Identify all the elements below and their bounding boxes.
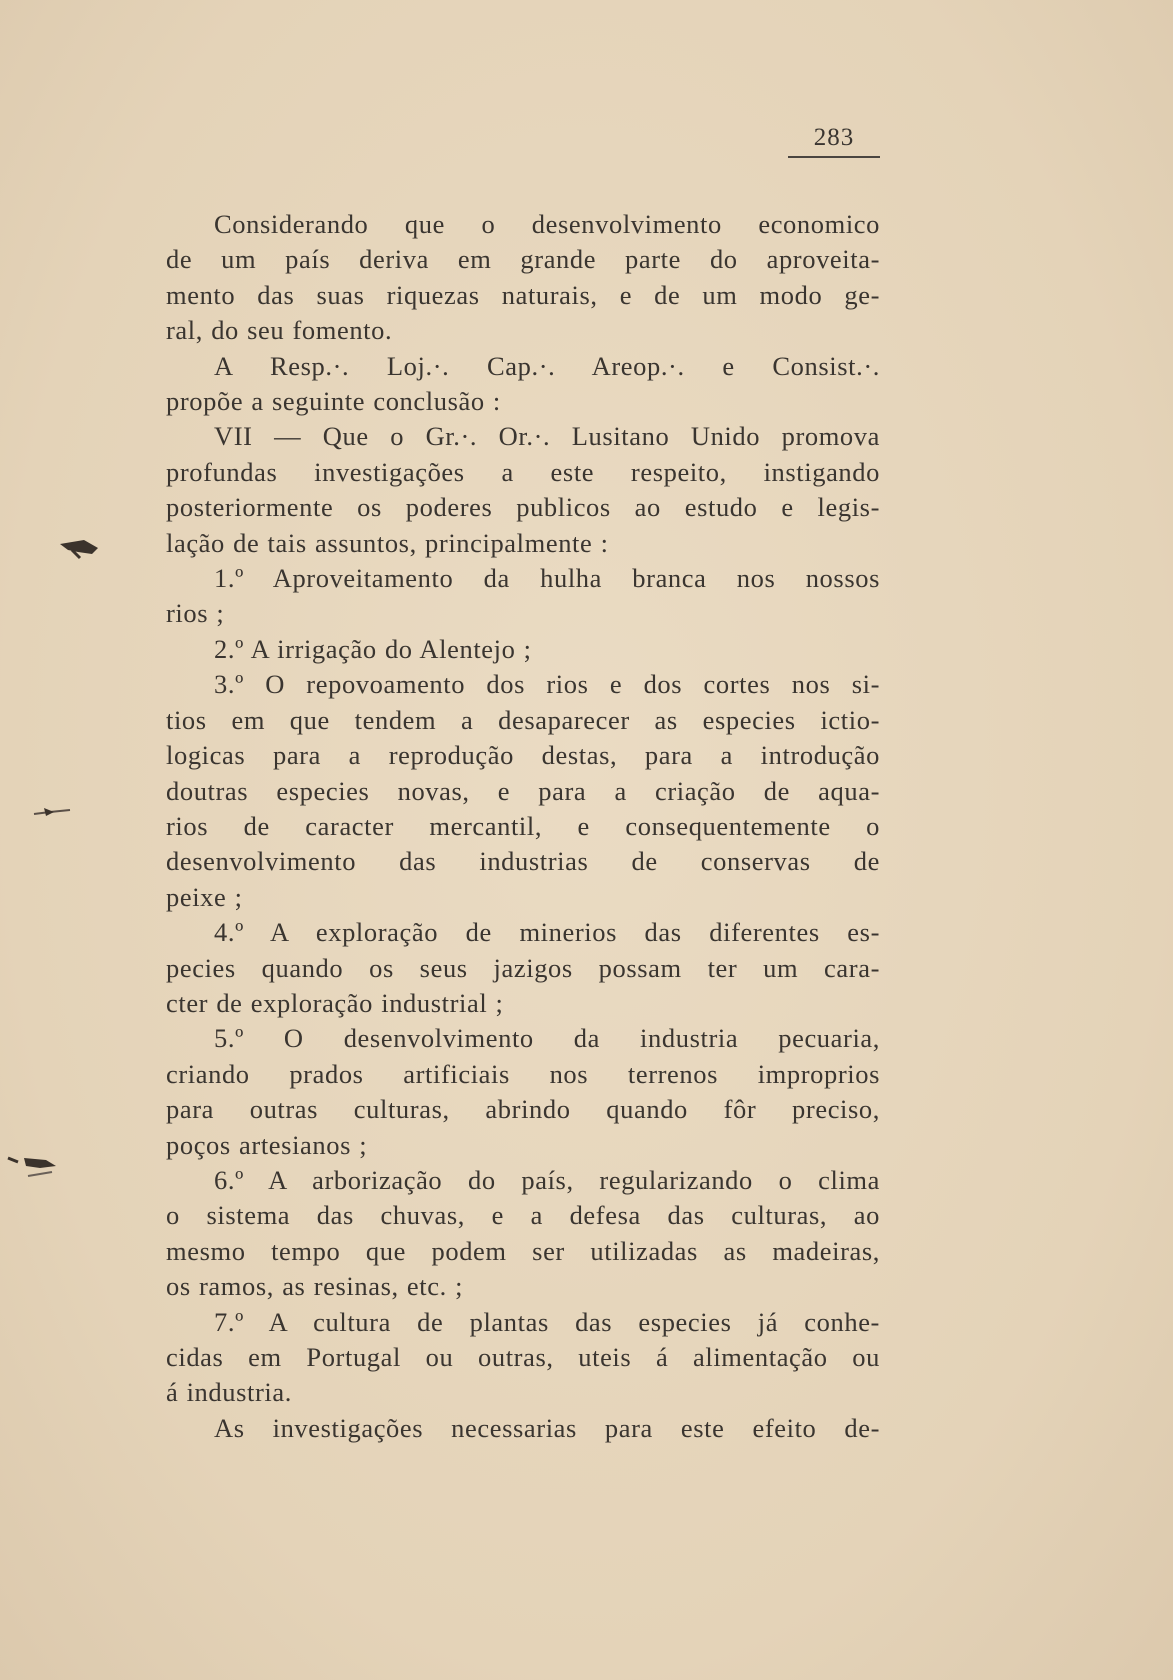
text-line: rios ;: [166, 598, 225, 629]
text-line: criando prados artificiais nos terrenos improprios: [166, 1058, 880, 1089]
text-line: VII — Que o Gr.·. Or.·. Lusitano Unido promova: [214, 421, 880, 452]
text-line: mesmo tempo que podem ser utilizadas as madeiras,: [166, 1235, 880, 1266]
text-line: 3.º O repovoamento dos rios e dos cortes nos si-: [214, 669, 880, 700]
text-line: As investigações necessarias para este efeito de-: [214, 1412, 880, 1443]
text-line: 5.º O desenvolvimento da industria pecuaria,: [214, 1023, 880, 1054]
text-line: rios de caracter mercantil, e consequentemente o: [166, 810, 880, 841]
text-line: 7.º A cultura de plantas das especies já conhe-: [214, 1306, 880, 1337]
binding-hole-mark: [58, 536, 104, 560]
page-number: 283: [788, 124, 880, 158]
body-text: [166, 207, 880, 1446]
text-line: o sistema das chuvas, e a defesa das culturas, ao: [166, 1200, 880, 1231]
text-line: 1.º Aproveitamento da hulha branca nos nossos: [214, 563, 880, 594]
text-line: os ramos, as resinas, etc. ;: [166, 1271, 464, 1302]
text-line: propõe a seguinte conclusão :: [166, 386, 501, 417]
text-line: desenvolvimento das industrias de conservas de: [166, 846, 880, 877]
text-line: para outras culturas, abrindo quando fôr preciso,: [166, 1094, 880, 1125]
text-line: logicas para a reprodução destas, para a introdução: [166, 740, 880, 771]
text-line: mento das suas riquezas naturais, e de um modo ge-: [166, 279, 880, 310]
text-line: á industria.: [166, 1377, 292, 1408]
binding-hole-mark: [6, 1150, 62, 1184]
text-line: 2.º A irrigação do Alentejo ;: [214, 633, 532, 664]
text-line: 4.º A exploração de minerios das diferentes es-: [214, 917, 880, 948]
text-line: 6.º A arborização do país, regularizando o clima: [214, 1164, 880, 1195]
text-line: doutras especies novas, e para a criação de aqua-: [166, 775, 880, 806]
text-line: posteriormente os poderes publicos ao estudo e legis-: [166, 492, 880, 523]
text-line: cidas em Portugal ou outras, uteis á alimentação ou: [166, 1342, 880, 1372]
text-line: ral, do seu fomento.: [166, 315, 393, 346]
text-line: tios em que tendem a desaparecer as especies ictio-: [166, 704, 880, 735]
binding-hole-mark: [30, 800, 76, 824]
text-line: cter de exploração industrial ;: [166, 987, 504, 1018]
text-line: peixe ;: [166, 881, 243, 912]
text-line: pecies quando os seus jazigos possam ter um cara-: [166, 952, 880, 983]
text-line: de um país deriva em grande parte do aproveita-: [166, 244, 880, 275]
text-line: Considerando que o desenvolvimento economico: [214, 209, 880, 239]
text-line: lação de tais assuntos, principalmente :: [166, 527, 609, 558]
text-line: poços artesianos ;: [166, 1129, 368, 1160]
text-line: profundas investigações a este respeito, instigando: [166, 456, 880, 487]
text-line: A Resp.·. Loj.·. Cap.·. Areop.·. e Consist.·.: [214, 350, 880, 381]
